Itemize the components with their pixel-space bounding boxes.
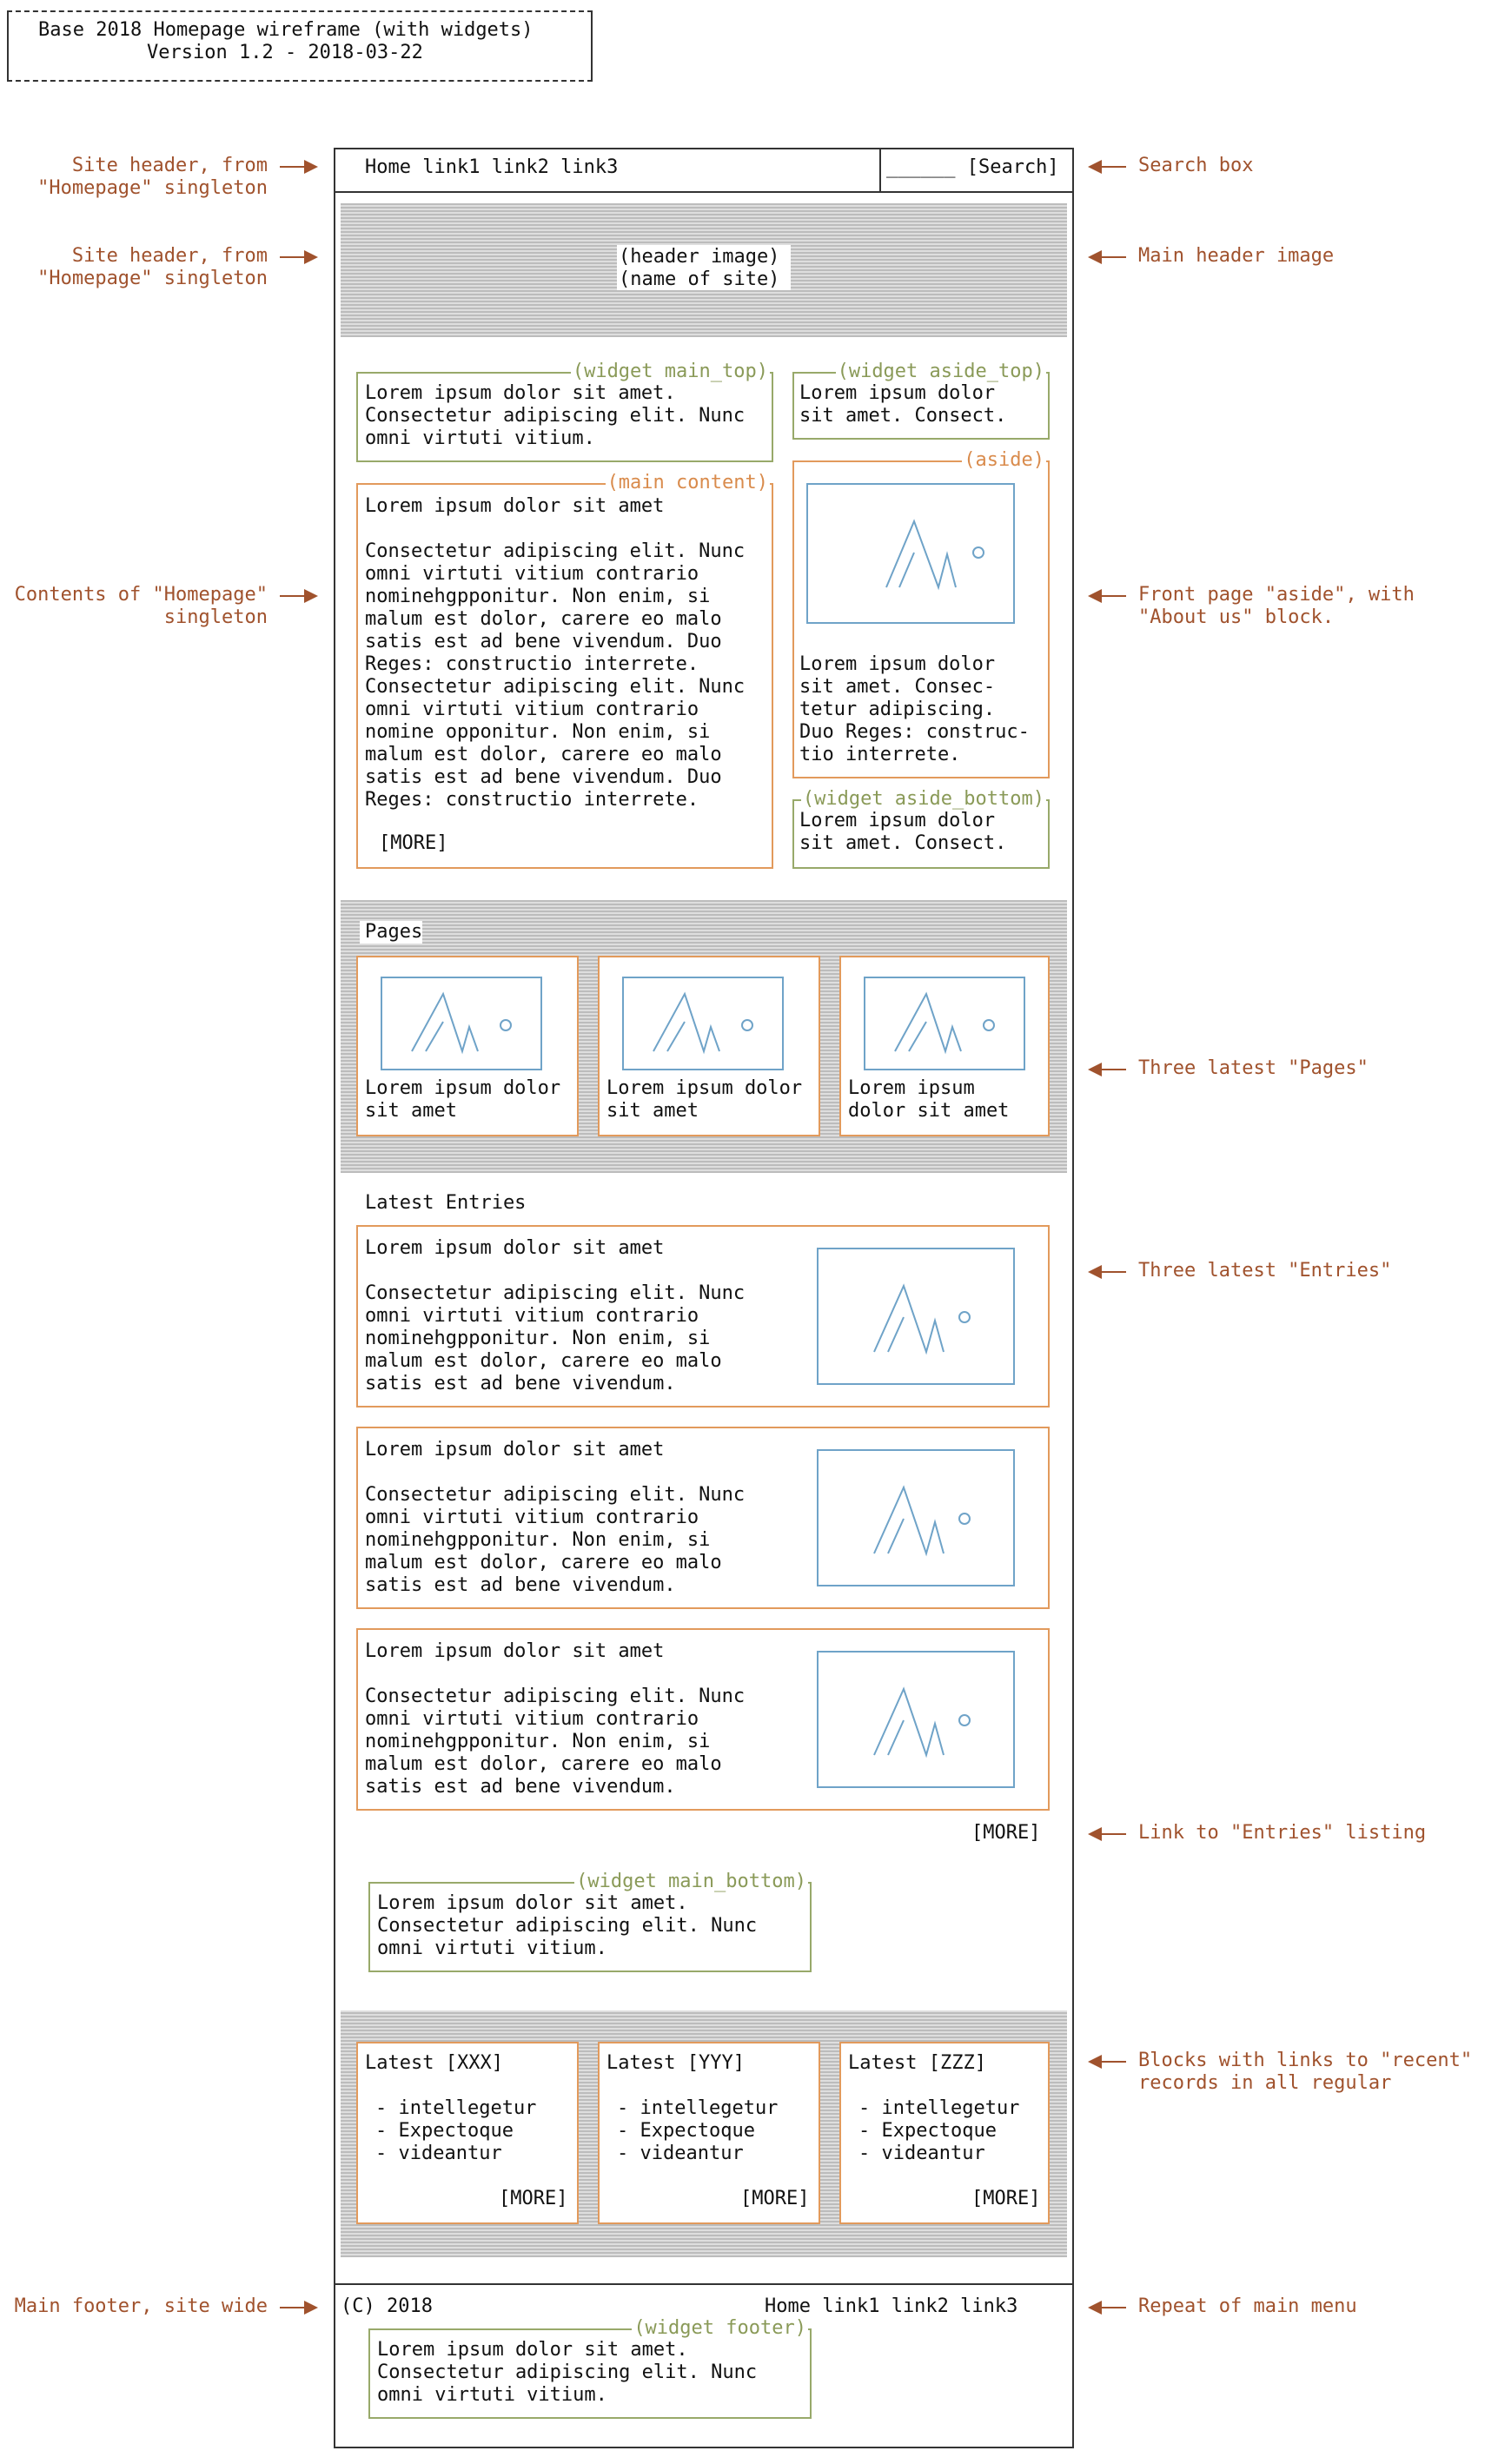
image-placeholder-icon (819, 1653, 1013, 1786)
annotation-entries-link: Link to "Entries" listing (1138, 1822, 1427, 1844)
entry-image (817, 1248, 1015, 1385)
page-card-image (864, 977, 1025, 1070)
image-placeholder-icon (865, 978, 1024, 1069)
annotation-search-box: Search box (1138, 155, 1254, 176)
annotation-recent-blocks: Blocks with links to "recent" records in all regular (1138, 2050, 1473, 2094)
entries-title: Latest Entries (365, 1192, 527, 1214)
annotation-contents: Contents of "Homepage" singleton (14, 584, 268, 628)
arrow-right-icon (280, 595, 316, 597)
search-box[interactable]: ______ [Search] (886, 156, 1059, 178)
annotation-main-header-image: Main header image (1138, 245, 1335, 267)
entry-heading: Lorem ipsum dolor sit amet (365, 1237, 665, 1259)
annotation-three-pages: Three latest "Pages" (1138, 1057, 1369, 1079)
widget-footer-text: Lorem ipsum dolor sit amet. Consectetur adipiscing elit. Nunc omni virtuti vitium. (377, 2339, 758, 2406)
widget-main-bottom-label: (widget main_bottom) (576, 1871, 806, 1892)
image-placeholder-icon (819, 1249, 1013, 1383)
site-name-label: (name of site) (619, 268, 780, 290)
search-divider (879, 148, 881, 193)
footer-divider (334, 2283, 1074, 2285)
arrow-right-icon (280, 2307, 316, 2308)
footer-nav[interactable]: Home link1 link2 link3 (765, 2295, 1018, 2317)
recent-block-list[interactable]: - intellegetur - Expectoque - videantur (858, 2097, 1020, 2164)
arrow-right-icon (280, 256, 316, 258)
entry-body: Consectetur adipiscing elit. Nunc omni virtuti vitium contrario nominehgpponitur. Non enim, si malum est dolor, carere eo malo satis est ad bene vivendum. (365, 1686, 746, 1798)
annotation-repeat-menu: Repeat of main menu (1138, 2295, 1357, 2317)
widget-main-top-text: Lorem ipsum dolor sit amet. Consectetur adipiscing elit. Nunc omni virtuti vitium. (365, 382, 746, 449)
widget-main-bottom-text: Lorem ipsum dolor sit amet. Consectetur adipiscing elit. Nunc omni virtuti vitium. (377, 1892, 758, 1959)
entry-image (817, 1651, 1015, 1788)
annotation-site-header-2: Site header, from "Homepage" singleton (37, 245, 268, 289)
page-card-text: Lorem ipsum dolor sit amet (606, 1077, 803, 1122)
aside-image-placeholder (806, 483, 1015, 624)
recent-block-title: Latest [YYY] (606, 2052, 745, 2074)
image-placeholder-icon (819, 1451, 1013, 1585)
recent-block-title: Latest [ZZZ] (848, 2052, 986, 2074)
arrow-left-icon (1090, 1069, 1126, 1070)
annotation-three-entries: Three latest "Entries" (1138, 1260, 1392, 1282)
image-placeholder-icon (382, 978, 540, 1069)
entry-image (817, 1449, 1015, 1586)
arrow-left-icon (1090, 1833, 1126, 1835)
aside-label: (aside) (964, 449, 1044, 471)
footer-copyright: (C) 2018 (341, 2295, 433, 2317)
widget-aside-bottom-text: Lorem ipsum dolor sit amet. Consect. (799, 810, 1007, 854)
entry-heading: Lorem ipsum dolor sit amet (365, 1640, 665, 1662)
widget-aside-bottom-label: (widget aside_bottom) (802, 788, 1044, 810)
arrow-left-icon (1090, 595, 1126, 597)
widget-aside-top-label: (widget aside_top) (837, 361, 1044, 382)
arrow-right-icon (280, 166, 316, 168)
annotation-main-footer: Main footer, site wide (14, 2295, 268, 2317)
page-card-text: Lorem ipsum dolor sit amet (365, 1077, 561, 1122)
widget-aside-top-text: Lorem ipsum dolor sit amet. Consect. (799, 382, 1007, 427)
annotation-front-aside: Front page "aside", with "About us" block. (1138, 584, 1415, 628)
arrow-left-icon (1090, 166, 1126, 168)
entries-more-link[interactable]: [MORE] (971, 1822, 1041, 1844)
recent-block-more-link[interactable]: [MORE] (740, 2188, 810, 2209)
arrow-left-icon (1090, 2307, 1126, 2308)
recent-block-more-link[interactable]: [MORE] (971, 2188, 1041, 2209)
title-line-2: Version 1.2 - 2018-03-22 (147, 42, 423, 63)
main-nav[interactable]: Home link1 link2 link3 (365, 156, 619, 178)
page-card-text: Lorem ipsum dolor sit amet (848, 1077, 1010, 1122)
arrow-left-icon (1090, 256, 1126, 258)
entry-body: Consectetur adipiscing elit. Nunc omni virtuti vitium contrario nominehgpponitur. Non enim, si malum est dolor, carere eo malo satis est ad bene vivendum. (365, 1484, 746, 1596)
recent-block-title: Latest [XXX] (365, 2052, 503, 2074)
main-content-more-link[interactable]: [MORE] (379, 832, 448, 854)
recent-block-list[interactable]: - intellegetur - Expectoque - videantur (617, 2097, 779, 2164)
title-line-1: Base 2018 Homepage wireframe (with widgets) (38, 19, 534, 41)
arrow-left-icon (1090, 1271, 1126, 1273)
widget-footer-label: (widget footer) (633, 2317, 806, 2339)
recent-block-more-link[interactable]: [MORE] (499, 2188, 568, 2209)
pages-title: Pages (365, 921, 423, 943)
annotation-site-header-1: Site header, from "Homepage" singleton (37, 155, 268, 199)
main-content-heading: Lorem ipsum dolor sit amet (365, 495, 665, 517)
header-divider (334, 191, 1074, 193)
header-image-label: (header image) (619, 246, 780, 268)
page-card-image (622, 977, 784, 1070)
entry-heading: Lorem ipsum dolor sit amet (365, 1439, 665, 1461)
image-placeholder-icon (624, 978, 782, 1069)
widget-main-top-label: (widget main_top) (572, 361, 768, 382)
recent-block-list[interactable]: - intellegetur - Expectoque - videantur (375, 2097, 537, 2164)
page-card-image (381, 977, 542, 1070)
entry-body: Consectetur adipiscing elit. Nunc omni virtuti vitium contrario nominehgpponitur. Non enim, si malum est dolor, carere eo malo satis est ad bene vivendum. (365, 1282, 746, 1394)
aside-text: Lorem ipsum dolor sit amet. Consec- tetur adipiscing. Duo Reges: construc- tio interrete. (799, 653, 1030, 765)
main-content-label: (main content) (606, 472, 768, 493)
arrow-left-icon (1090, 2061, 1126, 2063)
main-content-body: Consectetur adipiscing elit. Nunc omni virtuti vitium contrario nominehgpponitur. Non enim, si malum est dolor, carere eo malo satis est ad bene vivendum. Duo Reges: constructio interrete. Consectetur adipiscing elit. Nunc omni virtuti vitium contrario nomine opponitur. Non enim, si malum est dolor, carere eo malo satis est ad bene vivendum. Duo Reges: constructio interrete. (365, 540, 746, 811)
image-placeholder-icon (808, 485, 1013, 622)
